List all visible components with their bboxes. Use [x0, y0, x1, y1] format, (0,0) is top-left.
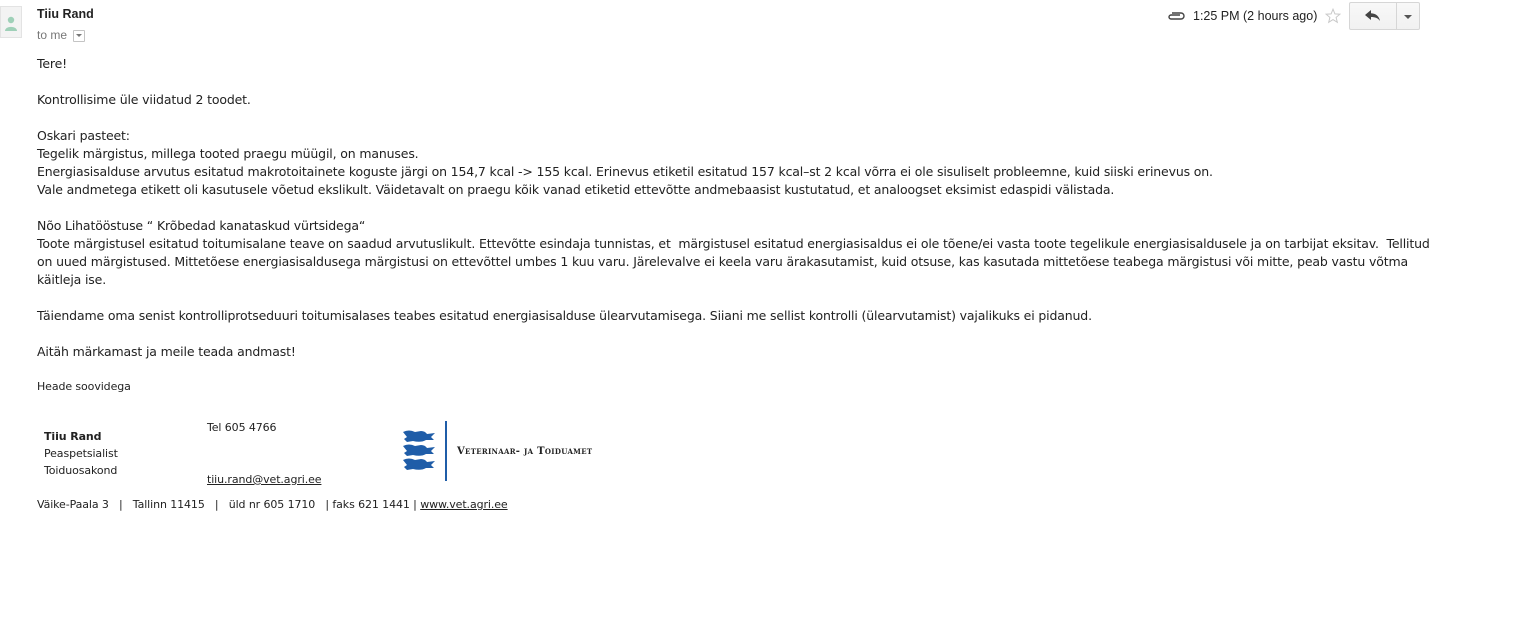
signature-email-link[interactable]: tiiu.rand@vet.agri.ee: [207, 473, 322, 486]
intro-paragraph: Kontrollisime üle viidatud 2 toodet.: [37, 92, 251, 107]
person-icon: [4, 16, 18, 32]
message-body: [37, 55, 1437, 361]
star-icon[interactable]: [1325, 8, 1341, 24]
signature-regards: Heade soovidega: [37, 380, 131, 393]
recipients-label: to me: [37, 28, 68, 42]
org-name: Veterinaar- ja Toiduamet: [457, 445, 593, 457]
sender-name[interactable]: Tiiu Rand: [37, 7, 94, 21]
product1-line3: Vale andmetega etikett oli kasutusele võetud ekslikult. Väidetavalt on praegu kõik vanad etiketid ettevõtte andmebaasist kustutatud, et analoogset eksimist edaspidi välistada.: [37, 182, 1115, 197]
message-meta: [1166, 7, 1341, 25]
product1-line2: Energiasisalduse arvutus esitatud makrotoitainete koguste järgi on 154,7 kcal -> 155 kcal. Erinevus etiketil esitatud 157 kcal–st 2 kcal võrra ei ole sisuliselt probleemne, kuid siiski erinevus on.: [37, 164, 1213, 179]
reply-button[interactable]: [1349, 2, 1397, 30]
thanks-paragraph: Aitäh märkamast ja meile teada andmast!: [37, 344, 296, 359]
sender-avatar[interactable]: [0, 6, 22, 38]
product1-heading: Oskari pasteet:: [37, 128, 130, 143]
signature-phone: Tel 605 4766: [207, 421, 277, 434]
recipients-line: [37, 28, 85, 42]
show-details-toggle[interactable]: [73, 30, 85, 42]
paperclip-icon: [1166, 9, 1186, 23]
procedure-paragraph: Täiendame oma senist kontrolliprotseduuri toitumisalases teabes esitatud energiasisalduse ülearvutamisega. Siiani me sellist kontrolli (ülearvutamist) vajalikuks ei pidanud.: [37, 308, 1092, 323]
three-lions-icon: [401, 429, 437, 473]
signature-name: Tiiu Rand: [44, 430, 102, 443]
reply-button-group: [1349, 2, 1420, 30]
signature-address: [37, 498, 508, 511]
message-time[interactable]: 1:25 PM (2 hours ago): [1193, 9, 1318, 23]
more-options-button[interactable]: [1397, 2, 1420, 30]
address-text: Väike-Paala 3 | Tallinn 11415 | üld nr 605 1710 | faks 621 1441 |: [37, 498, 421, 511]
signature-title: Peaspetsialist: [44, 447, 118, 460]
signature-department: Toiduosakond: [44, 464, 118, 477]
logo-divider: [445, 421, 447, 481]
org-logo: [401, 421, 592, 481]
product2-body: Toote märgistusel esitatud toitumisalane teave on saadud arvutuslikult. Ettevõtte esindaja tunnistas, et märgistusel esitatud energiasisaldus ei ole tõene/ei vasta toote tegelikule energiasisaldusele ja on tarbijat eksitav. Tellitud on uued märgistused. Mittetõese energiasisaldusega märgistusi on ettevõttel umbes 1 kuu varu. Järelevalve ei keela varu ärakasutamist, kuid otsuse, kas kasutada mittetõese teabega märgistusi või mitte, peab vastu võtma käitleja ise.: [37, 236, 1434, 287]
greeting: Tere!: [37, 56, 68, 71]
product2-heading: Nõo Lihatööstuse “ Krõbedad kanataskud vürtsidega“: [37, 218, 366, 233]
product1-line1: Tegelik märgistus, millega tooted praegu müügil, on manuses.: [37, 146, 419, 161]
reply-icon: [1365, 10, 1381, 22]
website-link[interactable]: www.vet.agri.ee: [420, 498, 508, 511]
